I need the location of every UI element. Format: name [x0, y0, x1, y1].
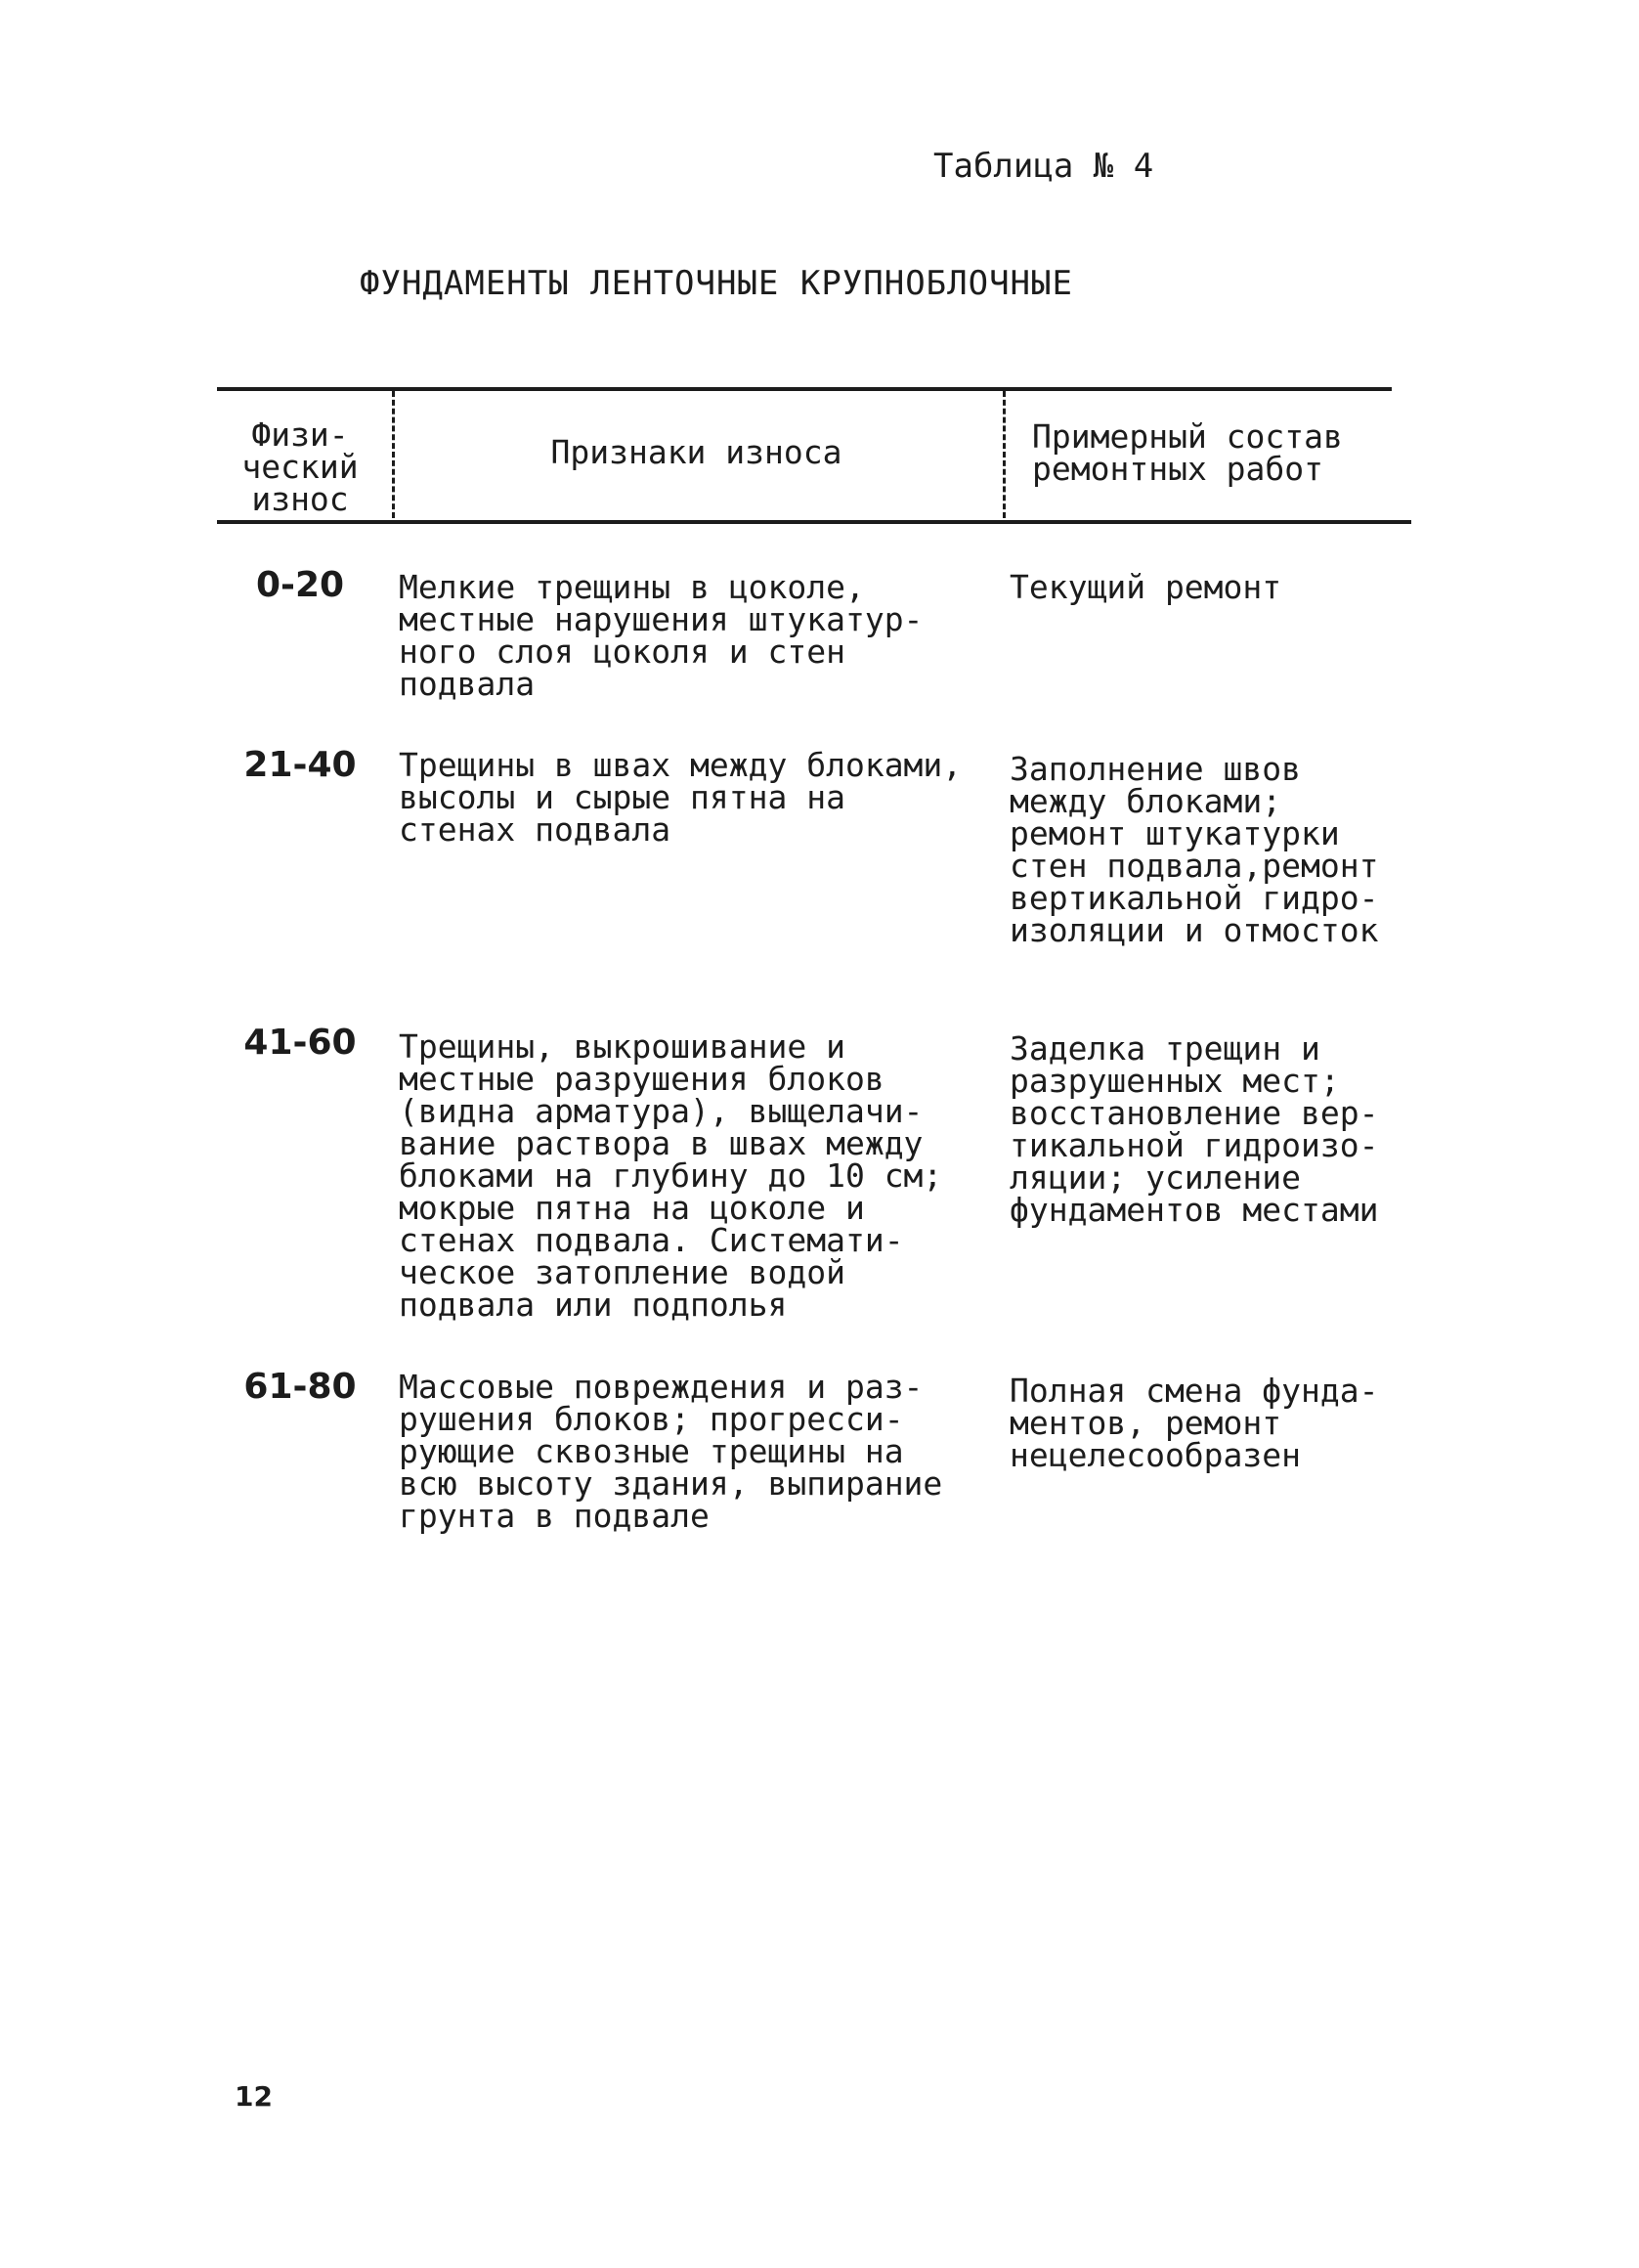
header-separator-2 [1003, 391, 1006, 518]
row-wear-signs: Трещины, выкрошивание и местные разрушения блоков (видна арматура), выщелачи- вание раствора в швах между блоками на глубину до 10 см; мокрые пятна на цоколе и стенах подвала. Системати- ческое затопление водой подвала или подполья [399, 1027, 943, 1324]
header-repair-works: Примерный состав ремонтных работ [1032, 417, 1343, 488]
table-number: Таблица № 4 [933, 147, 1154, 186]
row-wear-signs: Массовые повреждения и раз- рушения блоков; прогресси- рующие сквозные трещины на всю высоту здания, выпирание грунта в подвале [399, 1368, 943, 1535]
row-repair-works: Полная смена фунда- ментов, ремонт нецелесообразен [1010, 1372, 1379, 1474]
page-number: 12 [235, 2080, 273, 2113]
row-wear-value: 0-20 [255, 565, 345, 605]
header-separator-1 [392, 391, 395, 518]
row-repair-works: Заделка трещин и разрушенных мест; восстановление вер- тикальной гидроизо- ляции; усиление фундаментов местами [1010, 1029, 1379, 1229]
table-header-rule [217, 520, 1411, 524]
row-wear-value: 61-80 [243, 1367, 357, 1407]
row-wear-value: 41-60 [243, 1023, 357, 1063]
row-repair-works: Заполнение швов между блоками; ремонт штукатурки стен подвала,ремонт вертикальной гидро- изоляции и отмосток [1010, 750, 1379, 949]
row-repair-works: Текущий ремонт [1010, 568, 1282, 606]
row-wear-signs: Трещины в швах между блоками, высолы и сырые пятна на стенах подвала [399, 746, 963, 849]
header-wear-signs: Признаки износа [550, 433, 842, 471]
row-wear-signs: Мелкие трещины в цоколе, местные нарушения штукатур- ного слоя цоколя и стен подвала [399, 568, 924, 703]
row-wear-value: 21-40 [243, 745, 357, 785]
document-title: ФУНДАМЕНТЫ ЛЕНТОЧНЫЕ КРУПНОБЛОЧНЫЕ [360, 264, 1073, 303]
header-physical-wear: Физи- ческий износ [241, 415, 359, 518]
